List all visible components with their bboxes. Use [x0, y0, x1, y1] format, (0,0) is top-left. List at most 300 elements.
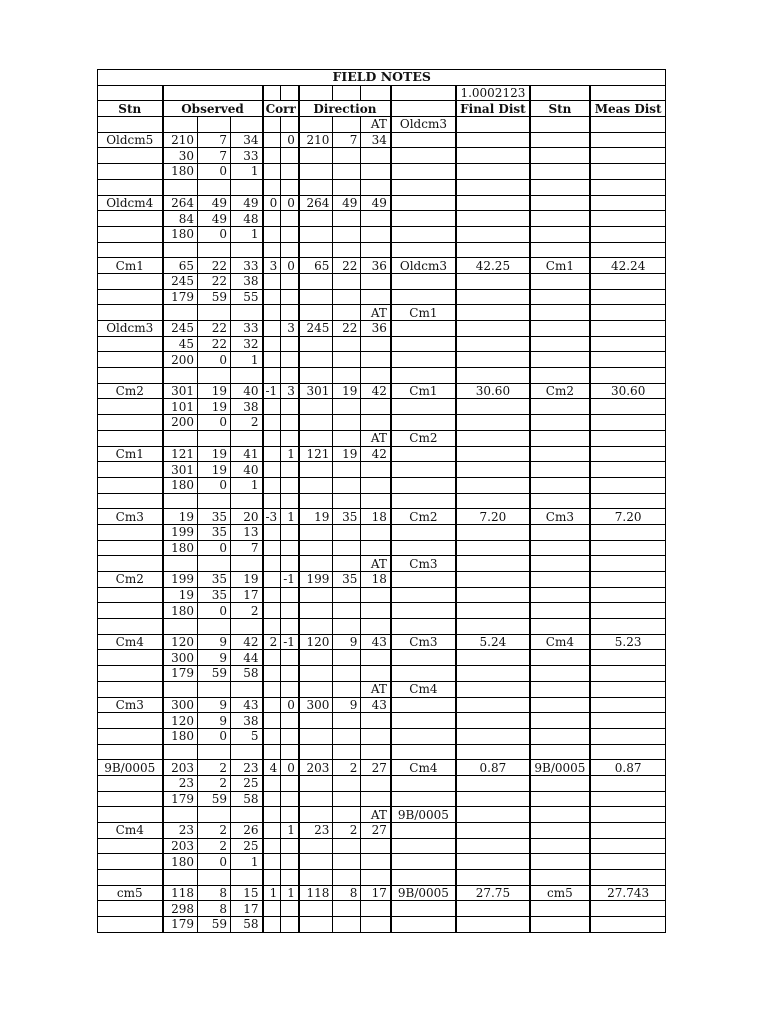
cell-obs-deg: 120 — [163, 634, 198, 650]
cell-meas-dist — [590, 493, 666, 509]
cell-obs-min: 35 — [198, 524, 231, 540]
cell-dir-min — [333, 352, 361, 368]
cell-obs-sec: 19 — [231, 572, 263, 588]
table-row — [98, 807, 666, 823]
cell-corr-1 — [263, 242, 281, 258]
cell-station-2 — [530, 477, 590, 493]
cell-dir-deg — [299, 336, 333, 352]
cell-dir-sec — [361, 179, 391, 195]
cell-obs-min — [198, 807, 231, 823]
table-row — [98, 901, 666, 917]
table-row — [98, 211, 666, 227]
cell-corr-1 — [263, 540, 281, 556]
cell-station — [98, 226, 163, 242]
cell-corr-2 — [281, 901, 299, 917]
table-row — [98, 791, 666, 807]
cell-station — [98, 556, 163, 572]
cell-station — [98, 117, 163, 133]
cell-station — [98, 211, 163, 227]
cell-corr-2 — [281, 870, 299, 886]
cell-station: Oldcm3 — [98, 321, 163, 337]
cell-corr-2 — [281, 744, 299, 760]
cell-target — [391, 195, 456, 211]
cell-target — [391, 854, 456, 870]
cell-obs-min — [198, 619, 231, 635]
cell-final-dist — [456, 132, 530, 148]
cell-meas-dist — [590, 148, 666, 164]
cell-dir-min — [333, 493, 361, 509]
cell-target — [391, 744, 456, 760]
cell-obs-min: 0 — [198, 540, 231, 556]
cell-target — [391, 775, 456, 791]
cell-meas-dist — [590, 917, 666, 933]
cell-obs-sec: 33 — [231, 321, 263, 337]
cell-dir-sec — [361, 791, 391, 807]
cell-station — [98, 666, 163, 682]
cell-corr-2: 0 — [281, 132, 299, 148]
cell-final-dist — [456, 352, 530, 368]
cell-final-dist — [456, 619, 530, 635]
cell-meas-dist — [590, 430, 666, 446]
cell-obs-deg: 121 — [163, 446, 198, 462]
cell-station-2 — [530, 572, 590, 588]
cell-obs-deg: 180 — [163, 540, 198, 556]
cell-corr-1 — [263, 572, 281, 588]
cell-dir-deg — [299, 807, 333, 823]
cell-station-2 — [530, 179, 590, 195]
cell-station: Cm2 — [98, 383, 163, 399]
cell-station-2: cm5 — [530, 885, 590, 901]
cell-obs-deg: 298 — [163, 901, 198, 917]
cell-meas-dist: 7.20 — [590, 509, 666, 525]
cell-dir-min — [333, 540, 361, 556]
cell-corr-2 — [281, 148, 299, 164]
cell-dir-min — [333, 744, 361, 760]
cell-dir-deg: 210 — [299, 132, 333, 148]
cell-corr-2: 1 — [281, 446, 299, 462]
cell-station-2 — [530, 195, 590, 211]
field-notes-table — [97, 69, 666, 933]
cell-obs-sec: 17 — [231, 901, 263, 917]
cell-corr-2 — [281, 540, 299, 556]
cell-obs-deg: 200 — [163, 352, 198, 368]
cell-corr-1 — [263, 681, 281, 697]
cell-station-2: 9B/0005 — [530, 760, 590, 776]
cell-obs-min: 59 — [198, 791, 231, 807]
cell-final-dist: 30.60 — [456, 383, 530, 399]
cell-final-dist — [456, 666, 530, 682]
cell-obs-sec: 48 — [231, 211, 263, 227]
cell-dir-sec: 18 — [361, 572, 391, 588]
cell-final-dist: 7.20 — [456, 509, 530, 525]
cell-dir-sec: 36 — [361, 321, 391, 337]
cell-obs-min: 0 — [198, 728, 231, 744]
cell-meas-dist — [590, 226, 666, 242]
cell-obs-sec: 49 — [231, 195, 263, 211]
cell-dir-sec: 17 — [361, 885, 391, 901]
cell-meas-dist — [590, 901, 666, 917]
cell-dir-deg: 118 — [299, 885, 333, 901]
cell-target: Cm1 — [391, 305, 456, 321]
cell-obs-deg: 180 — [163, 226, 198, 242]
cell-dir-sec — [361, 164, 391, 180]
cell-obs-min: 9 — [198, 634, 231, 650]
cell-target — [391, 870, 456, 886]
cell-corr-1 — [263, 226, 281, 242]
cell-corr-1 — [263, 164, 281, 180]
cell-dir-min: 19 — [333, 446, 361, 462]
cell-dir-sec: 49 — [361, 195, 391, 211]
header-meas-dist: Meas Dist — [590, 101, 666, 117]
cell-obs-sec: 1 — [231, 854, 263, 870]
cell-station — [98, 791, 163, 807]
cell-dir-min — [333, 587, 361, 603]
cell-station-2 — [530, 164, 590, 180]
cell-meas-dist — [590, 807, 666, 823]
cell-corr-1 — [263, 697, 281, 713]
cell-station: 9B/0005 — [98, 760, 163, 776]
cell-dir-sec — [361, 148, 391, 164]
table-row — [98, 681, 666, 697]
cell-dir-sec: 34 — [361, 132, 391, 148]
cell-station-2: Cm3 — [530, 509, 590, 525]
cell-corr-2 — [281, 713, 299, 729]
header-observed: Observed — [163, 101, 263, 117]
cell-final-dist — [456, 870, 530, 886]
cell-dir-sec: 43 — [361, 634, 391, 650]
cell-obs-deg: 45 — [163, 336, 198, 352]
cell-station — [98, 462, 163, 478]
cell-obs-min: 8 — [198, 885, 231, 901]
cell-corr-1 — [263, 744, 281, 760]
cell-obs-sec: 20 — [231, 509, 263, 525]
cell-dir-deg — [299, 273, 333, 289]
table-row — [98, 399, 666, 415]
cell-corr-2: 0 — [281, 760, 299, 776]
cell-target — [391, 399, 456, 415]
cell-corr-2 — [281, 775, 299, 791]
header-stn: Stn — [98, 101, 163, 117]
cell-dir-deg: 199 — [299, 572, 333, 588]
cell-dir-deg — [299, 556, 333, 572]
cell-corr-1 — [263, 650, 281, 666]
cell-final-dist — [456, 775, 530, 791]
table-row — [98, 132, 666, 148]
cell-dir-deg: 264 — [299, 195, 333, 211]
cell-dir-min — [333, 917, 361, 933]
cell-dir-min — [333, 179, 361, 195]
cell-corr-2 — [281, 556, 299, 572]
cell-obs-sec — [231, 368, 263, 384]
cell-dir-sec — [361, 226, 391, 242]
cell-dir-sec — [361, 352, 391, 368]
cell-corr-2: 1 — [281, 885, 299, 901]
cell-final-dist: 27.75 — [456, 885, 530, 901]
cell-station-2 — [530, 305, 590, 321]
cell-final-dist — [456, 728, 530, 744]
cell-obs-sec — [231, 681, 263, 697]
cell-final-dist — [456, 399, 530, 415]
cell-corr-2 — [281, 117, 299, 133]
cell-dir-deg — [299, 430, 333, 446]
cell-corr-2 — [281, 336, 299, 352]
cell-dir-min — [333, 399, 361, 415]
table-row — [98, 242, 666, 258]
cell-dir-sec — [361, 650, 391, 666]
cell-final-dist — [456, 336, 530, 352]
cell-dir-min — [333, 838, 361, 854]
cell-obs-min — [198, 870, 231, 886]
table-row — [98, 728, 666, 744]
cell-obs-sec: 26 — [231, 823, 263, 839]
cell-obs-deg — [163, 179, 198, 195]
cell-obs-sec: 13 — [231, 524, 263, 540]
cell-corr-1 — [263, 462, 281, 478]
cell-obs-min: 0 — [198, 415, 231, 431]
cell-station — [98, 164, 163, 180]
cell-dir-min: 49 — [333, 195, 361, 211]
cell-corr-2 — [281, 368, 299, 384]
cell-dir-deg — [299, 775, 333, 791]
cell-station-2 — [530, 368, 590, 384]
cell-obs-sec: 5 — [231, 728, 263, 744]
cell-dir-min — [333, 226, 361, 242]
cell-station — [98, 728, 163, 744]
cell-dir-deg — [299, 917, 333, 933]
header-direction: Direction — [299, 101, 391, 117]
cell-final-dist — [456, 854, 530, 870]
cell-station-2 — [530, 415, 590, 431]
cell-dir-sec — [361, 854, 391, 870]
cell-corr-1: 0 — [263, 195, 281, 211]
cell-dir-min — [333, 430, 361, 446]
title-row — [98, 70, 666, 86]
cell-corr-2 — [281, 352, 299, 368]
cell-station-2 — [530, 713, 590, 729]
cell-station-2 — [530, 148, 590, 164]
cell-corr-1: 4 — [263, 760, 281, 776]
cell-target: Oldcm3 — [391, 117, 456, 133]
cell-final-dist: 5.24 — [456, 634, 530, 650]
cell-obs-sec — [231, 870, 263, 886]
cell-dir-deg — [299, 164, 333, 180]
cell-target — [391, 524, 456, 540]
cell-dir-sec — [361, 713, 391, 729]
cell-meas-dist — [590, 619, 666, 635]
cell-obs-deg: 264 — [163, 195, 198, 211]
cell-obs-min: 0 — [198, 164, 231, 180]
cell-dir-deg — [299, 462, 333, 478]
cell-dir-deg — [299, 838, 333, 854]
cell-station-2 — [530, 446, 590, 462]
cell-obs-deg: 84 — [163, 211, 198, 227]
cell-dir-deg: 300 — [299, 697, 333, 713]
cell-station — [98, 681, 163, 697]
cell-meas-dist — [590, 823, 666, 839]
table-row — [98, 493, 666, 509]
cell-dir-sec — [361, 587, 391, 603]
cell-obs-sec: 1 — [231, 352, 263, 368]
cell-target — [391, 164, 456, 180]
cell-meas-dist — [590, 336, 666, 352]
table-row — [98, 368, 666, 384]
cell-obs-deg: 210 — [163, 132, 198, 148]
cell-final-dist — [456, 917, 530, 933]
cell-target — [391, 477, 456, 493]
cell-obs-deg: 300 — [163, 697, 198, 713]
cell-obs-sec: 41 — [231, 446, 263, 462]
cell-dir-deg — [299, 399, 333, 415]
cell-obs-deg: 179 — [163, 666, 198, 682]
cell-final-dist — [456, 587, 530, 603]
cell-dir-sec: 36 — [361, 258, 391, 274]
cell-obs-sec: 40 — [231, 462, 263, 478]
cell-corr-2 — [281, 179, 299, 195]
cell-dir-deg — [299, 603, 333, 619]
cell-final-dist — [456, 713, 530, 729]
cell-dir-sec — [361, 870, 391, 886]
cell-dir-deg — [299, 493, 333, 509]
cell-dir-min — [333, 368, 361, 384]
cell-meas-dist — [590, 744, 666, 760]
cell-corr-1 — [263, 368, 281, 384]
cell-station — [98, 587, 163, 603]
table-row — [98, 258, 666, 274]
cell-obs-sec: 58 — [231, 917, 263, 933]
cell-obs-sec: 17 — [231, 587, 263, 603]
cell-dir-min: 22 — [333, 258, 361, 274]
cell-meas-dist — [590, 242, 666, 258]
table-row — [98, 650, 666, 666]
table-row — [98, 321, 666, 337]
cell-obs-min: 0 — [198, 477, 231, 493]
cell-corr-1: 1 — [263, 885, 281, 901]
cell-meas-dist — [590, 352, 666, 368]
cell-meas-dist — [590, 556, 666, 572]
cell-dir-min — [333, 713, 361, 729]
cell-final-dist — [456, 901, 530, 917]
cell-corr-1 — [263, 321, 281, 337]
cell-obs-sec: 25 — [231, 775, 263, 791]
cell-final-dist — [456, 462, 530, 478]
cell-corr-2 — [281, 728, 299, 744]
cell-obs-min: 22 — [198, 273, 231, 289]
cell-obs-min: 19 — [198, 399, 231, 415]
cell-dir-deg: 120 — [299, 634, 333, 650]
cell-meas-dist — [590, 211, 666, 227]
cell-station: Cm3 — [98, 509, 163, 525]
cell-dir-sec — [361, 524, 391, 540]
cell-final-dist — [456, 650, 530, 666]
cell-corr-2 — [281, 242, 299, 258]
cell-target — [391, 462, 456, 478]
cell-meas-dist: 0.87 — [590, 760, 666, 776]
cell-dir-sec — [361, 917, 391, 933]
cell-station-2 — [530, 619, 590, 635]
cell-dir-deg — [299, 211, 333, 227]
cell-dir-min — [333, 305, 361, 321]
table-row — [98, 917, 666, 933]
cell-obs-min: 0 — [198, 854, 231, 870]
cell-dir-deg — [299, 242, 333, 258]
cell-final-dist — [456, 368, 530, 384]
cell-meas-dist — [590, 524, 666, 540]
cell-station — [98, 619, 163, 635]
cell-dir-min — [333, 477, 361, 493]
cell-obs-min: 22 — [198, 258, 231, 274]
cell-final-dist — [456, 226, 530, 242]
cell-meas-dist: 27.743 — [590, 885, 666, 901]
cell-dir-deg — [299, 226, 333, 242]
cell-station-2 — [530, 650, 590, 666]
cell-obs-min: 7 — [198, 148, 231, 164]
cell-meas-dist — [590, 273, 666, 289]
cell-dir-min — [333, 211, 361, 227]
cell-corr-1: -3 — [263, 509, 281, 525]
cell-dir-deg: 65 — [299, 258, 333, 274]
table-row — [98, 634, 666, 650]
cell-corr-1 — [263, 477, 281, 493]
cell-final-dist — [456, 540, 530, 556]
cell-final-dist — [456, 791, 530, 807]
cell-corr-2: -1 — [281, 634, 299, 650]
cell-station-2 — [530, 917, 590, 933]
cell-meas-dist — [590, 164, 666, 180]
table-row — [98, 697, 666, 713]
table-row — [98, 775, 666, 791]
cell-station-2: Cm4 — [530, 634, 590, 650]
cell-obs-min — [198, 493, 231, 509]
cell-dir-min — [333, 854, 361, 870]
cell-meas-dist — [590, 179, 666, 195]
cell-obs-deg: 30 — [163, 148, 198, 164]
cell-station-2 — [530, 681, 590, 697]
cell-meas-dist — [590, 666, 666, 682]
cell-meas-dist — [590, 791, 666, 807]
cell-obs-deg — [163, 493, 198, 509]
cell-dir-sec — [361, 336, 391, 352]
cell-obs-min: 2 — [198, 838, 231, 854]
cell-corr-1 — [263, 336, 281, 352]
cell-meas-dist — [590, 572, 666, 588]
cell-obs-deg — [163, 556, 198, 572]
cell-target: Oldcm3 — [391, 258, 456, 274]
cell-meas-dist — [590, 540, 666, 556]
cell-obs-deg: 23 — [163, 775, 198, 791]
cell-station-2 — [530, 666, 590, 682]
cell-corr-2: 0 — [281, 697, 299, 713]
cell-dir-deg — [299, 289, 333, 305]
cell-target: 9B/0005 — [391, 885, 456, 901]
cell-station-2 — [530, 462, 590, 478]
cell-corr-1 — [263, 713, 281, 729]
cell-obs-min: 19 — [198, 383, 231, 399]
cell-dir-deg — [299, 117, 333, 133]
cell-dir-sec — [361, 603, 391, 619]
cell-meas-dist — [590, 838, 666, 854]
cell-corr-1 — [263, 603, 281, 619]
cell-obs-min: 22 — [198, 336, 231, 352]
cell-station-2 — [530, 273, 590, 289]
cell-dir-min: 35 — [333, 509, 361, 525]
cell-dir-deg — [299, 352, 333, 368]
cell-final-dist — [456, 289, 530, 305]
cell-corr-1 — [263, 901, 281, 917]
cell-dir-sec — [361, 619, 391, 635]
cell-obs-deg: 199 — [163, 524, 198, 540]
table-row — [98, 870, 666, 886]
cell-station-2 — [530, 117, 590, 133]
